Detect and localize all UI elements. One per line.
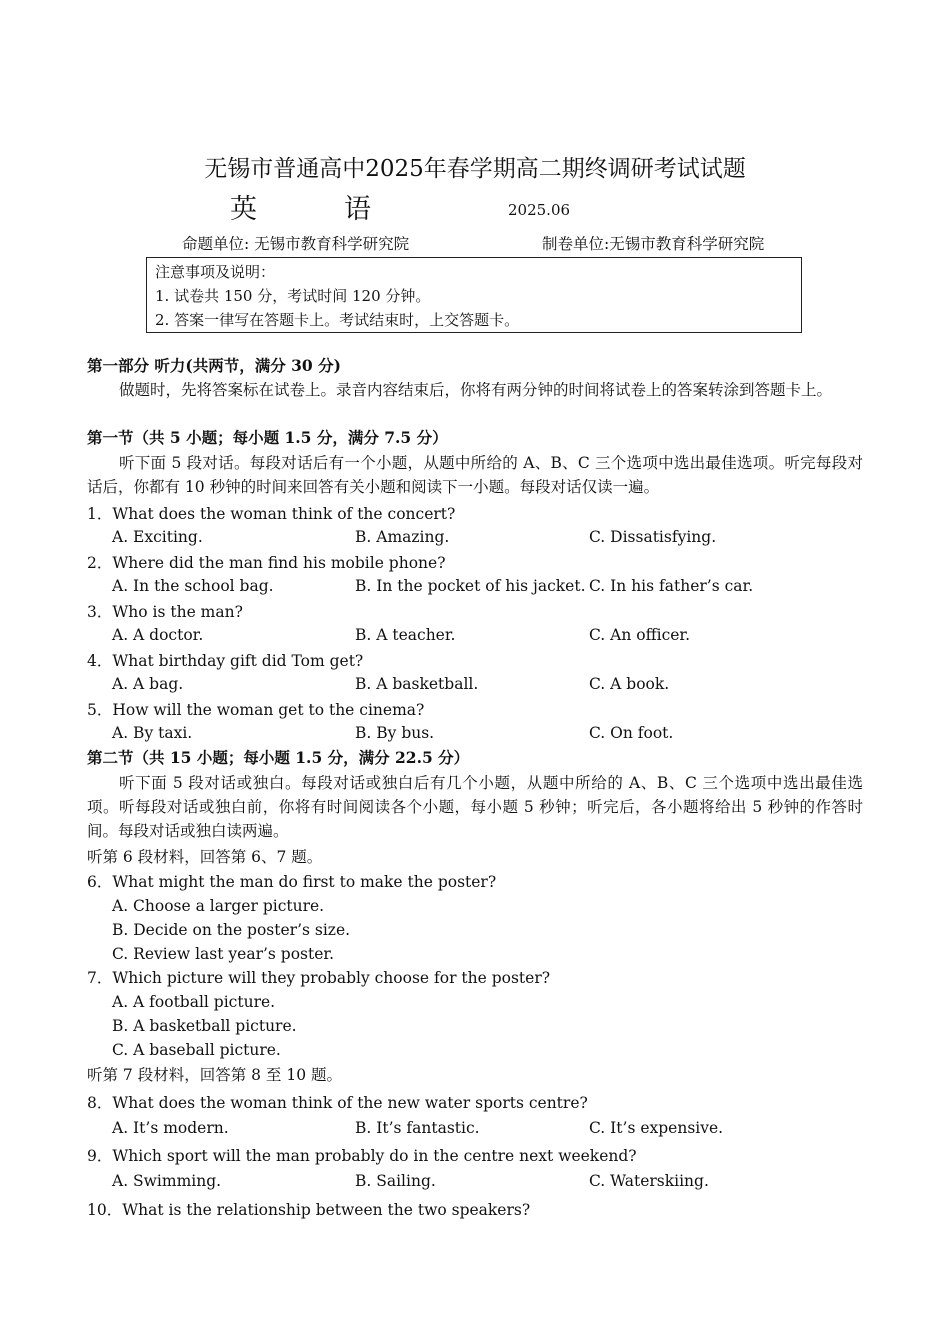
question-5: 5．How will the woman get to the cinema? — [87, 701, 425, 719]
question-2: 2．Where did the man find his mobile phone? — [87, 554, 446, 572]
option-4c: C. A book. — [589, 675, 670, 693]
material-6-note: 听第 6 段材料，回答第 6、7 题。 — [87, 848, 323, 866]
print-unit: 制卷单位:无锡市教育科学研究院 — [542, 235, 765, 253]
option-3b: B. A teacher. — [355, 626, 456, 644]
option-5a: A. By taxi. — [112, 724, 193, 742]
option-8c: C. It’s expensive. — [589, 1119, 724, 1137]
option-3c: C. An officer. — [589, 626, 691, 644]
question-4: 4．What birthday gift did Tom get? — [87, 652, 364, 670]
question-6: 6．What might the man do first to make the poster? — [87, 873, 497, 891]
option-8a: A. It’s modern. — [112, 1119, 229, 1137]
section1-heading: 第一节（共 5 小题；每小题 1.5 分，满分 7.5 分） — [87, 428, 448, 447]
option-7a: A. A football picture. — [112, 993, 276, 1011]
option-6b: B. Decide on the poster’s size. — [112, 921, 351, 939]
question-3: 3．Who is the man? — [87, 603, 243, 621]
option-1c: C. Dissatisfying. — [589, 528, 717, 546]
exam-date: 2025.06 — [508, 201, 571, 219]
part1-intro: 做题时，先将答案标在试卷上。录音内容结束后，你将有两分钟的时间将试卷上的答案转涂到答题卡上。 — [119, 381, 833, 399]
option-3a: A. A doctor. — [112, 626, 204, 644]
material-7-note: 听第 7 段材料，回答第 8 至 10 题。 — [87, 1066, 343, 1084]
option-1b: B. Amazing. — [355, 528, 450, 546]
option-8b: B. It’s fantastic. — [355, 1119, 480, 1137]
option-4b: B. A basketball. — [355, 675, 479, 693]
option-7c: C. A baseball picture. — [112, 1041, 281, 1059]
option-9a: A. Swimming. — [112, 1172, 222, 1190]
section2-intro: 听下面 5 段对话或独白。每段对话或独白后有几个小题，从题中所给的 A、B、C 三个选项中选出最佳选项。听每段对话或独白前，你将有时间阅读各个小题，每小题 5 秒钟；听完后，各小题将给出 5 秒钟的作答时间。每段对话或独白读两遍。 — [87, 774, 863, 840]
option-2c: C. In his father’s car. — [589, 577, 754, 595]
option-4a: A. A bag. — [112, 675, 184, 693]
option-1a: A. Exciting. — [112, 528, 203, 546]
option-9c: C. Waterskiing. — [589, 1172, 709, 1190]
exam-title: 无锡市普通高中2025年春学期高二期终调研考试试题 — [204, 156, 746, 182]
option-9b: B. Sailing. — [355, 1172, 436, 1190]
question-7: 7．Which picture will they probably choose for the poster? — [87, 969, 551, 987]
option-6c: C. Review last year’s poster. — [112, 945, 335, 963]
notice-item: 1. 试卷共 150 分，考试时间 120 分钟。 — [155, 287, 431, 305]
option-2a: A. In the school bag. — [112, 577, 274, 595]
notice-item: 2. 答案一律写在答题卡上。考试结束时，上交答题卡。 — [155, 311, 520, 329]
option-6a: A. Choose a larger picture. — [112, 897, 325, 915]
section2-heading: 第二节（共 15 小题；每小题 1.5 分，满分 22.5 分） — [87, 748, 470, 767]
notice-heading: 注意事项及说明： — [155, 263, 276, 281]
option-2b: B. In the pocket of his jacket. — [355, 577, 586, 595]
option-5c: C. On foot. — [589, 724, 674, 742]
notice-box — [146, 257, 802, 333]
section1-intro: 听下面 5 段对话。每段对话后有一个小题，从题中所给的 A、B、C 三个选项中选出最佳选项。听完每段对话后，你都有 10 秒钟的时间来回答有关小题和阅读下一小题。每段对话仅读一遍。 — [87, 454, 863, 496]
subject-title: 英 语 — [230, 194, 401, 225]
question-10: 10．What is the relationship between the two speakers? — [87, 1201, 531, 1219]
option-7b: B. A basketball picture. — [112, 1017, 297, 1035]
option-5b: B. By bus. — [355, 724, 435, 742]
author-unit: 命题单位: 无锡市教育科学研究院 — [182, 235, 410, 253]
question-8: 8．What does the woman think of the new water sports centre? — [87, 1094, 588, 1112]
question-9: 9．Which sport will the man probably do in the centre next weekend? — [87, 1147, 637, 1165]
question-1: 1．What does the woman think of the concert? — [87, 505, 456, 523]
part1-heading: 第一部分 听力(共两节，满分 30 分) — [87, 356, 341, 375]
